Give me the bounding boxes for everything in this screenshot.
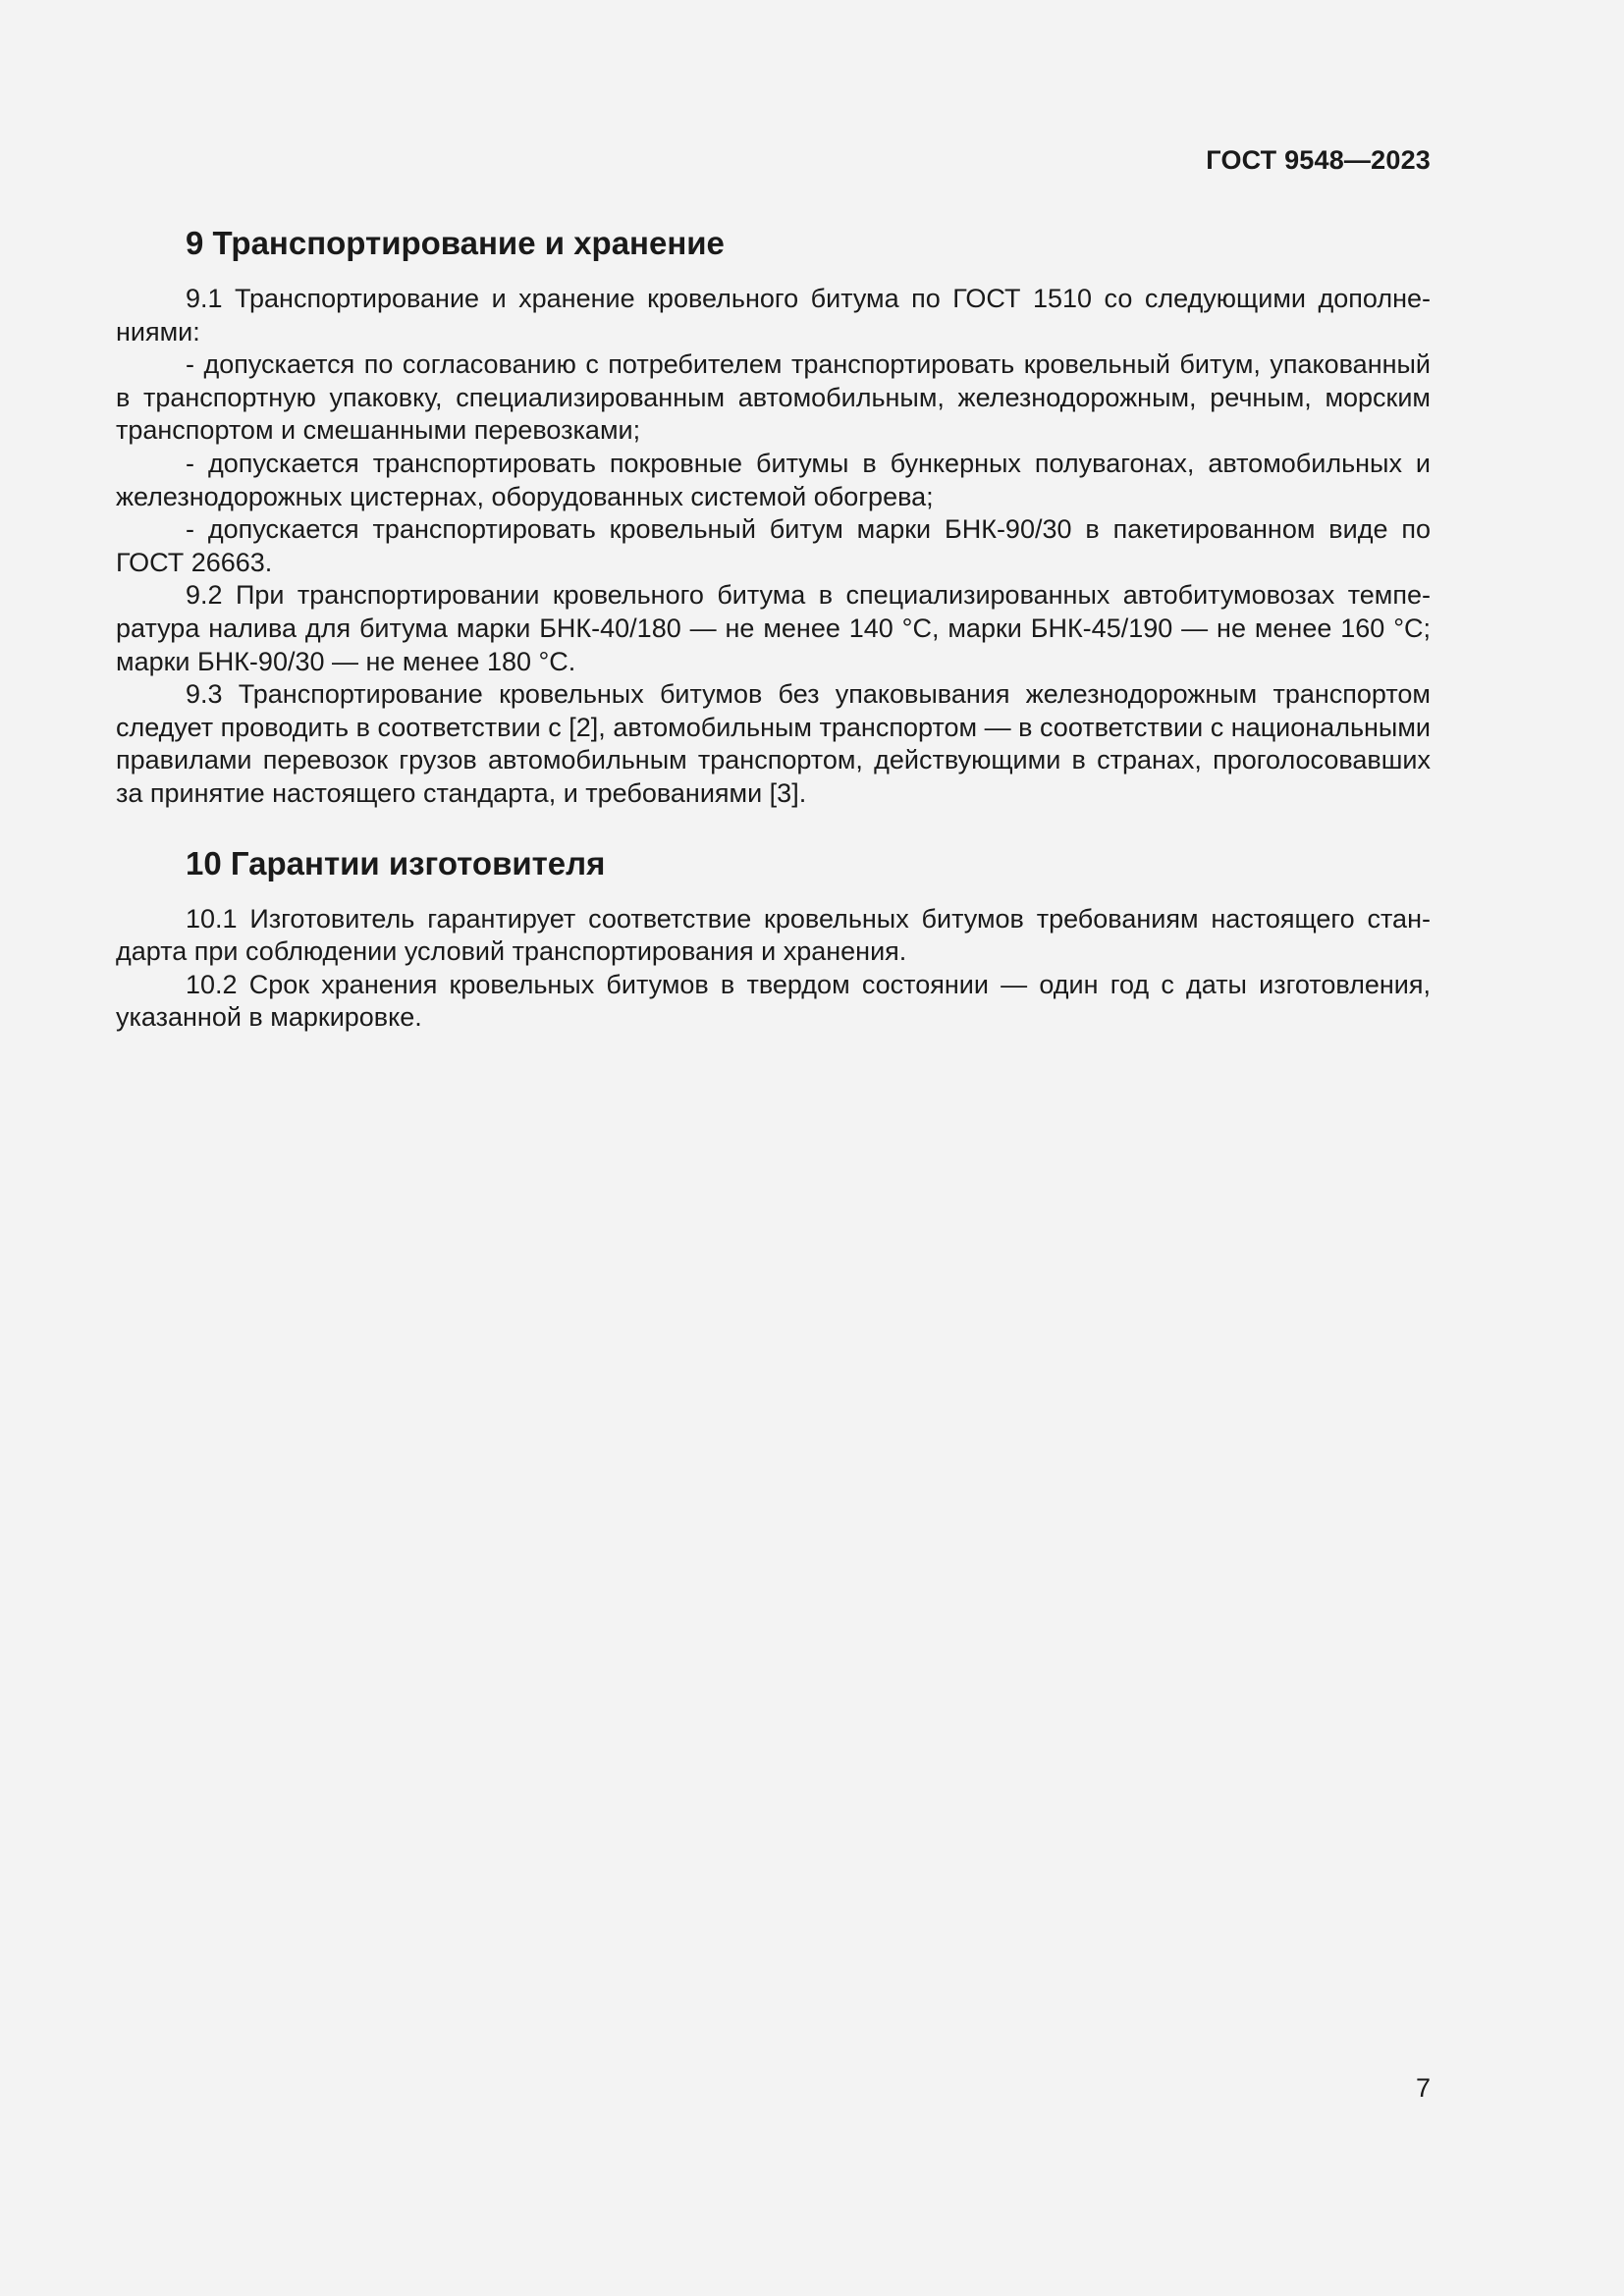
paragraph-9-1: 9.1 Транспортирование и хранение кровельного битума по ГОСТ 1510 со следующими дополнениями: <box>116 284 1431 347</box>
list-item-1: - допускается по согласованию с потребителем транспортировать кровельный битум, упакованный в транспортную упаковку, специализированным автомобильным, железнодорожным, речным, морским транспортом и смешанными перевозками; <box>116 349 1431 446</box>
document-code: ГОСТ 9548—2023 <box>1206 145 1431 175</box>
section-9-title: 9 Транспортирование и хранение <box>186 225 725 261</box>
paragraph-10-2: 10.2 Срок хранения кровельных битумов в твердом состоянии — один год с даты изготовления, указанной в маркировке. <box>116 969 1431 1033</box>
paragraph-9-2: 9.2 При транспортировании кровельного битума в специализированных автобитумовозах температура налива для битума марки БНК-40/180 — не менее 140 °С, марки БНК-45/190 — не менее 160 °С; марки БНК-90/30 — не менее 180 °С. <box>116 580 1431 676</box>
paragraph-10-1: 10.1 Изготовитель гарантирует соответствие кровельных битумов требованиям настоящего стандарта при соблюдении условий транспортирования и хранения. <box>116 903 1431 967</box>
page-number: 7 <box>1415 2073 1431 2103</box>
list-item-2: - допускается транспортировать покровные битумы в бункерных полувагонах, автомобильных и железнодорожных цистернах, оборудованных системой обогрева; <box>116 448 1431 511</box>
list-item-3: - допускается транспортировать кровельный битум марки БНК-90/30 в пакетированном виде по ГОСТ 26663. <box>116 514 1431 577</box>
section-10-title: 10 Гарантии изготовителя <box>186 844 606 881</box>
page-content <box>116 220 1431 1035</box>
paragraph-9-3: 9.3 Транспортирование кровельных битумов без упаковывания железнодорожным транспортом следует проводить в соответствии с [2], автомобильным транспортом — в соответствии с национальными правилами перевозок грузов автомобильным транспортом, действующими в странах, проголосовавших за принятие настоящего стандарта, и требованиями [3]. <box>116 679 1431 808</box>
